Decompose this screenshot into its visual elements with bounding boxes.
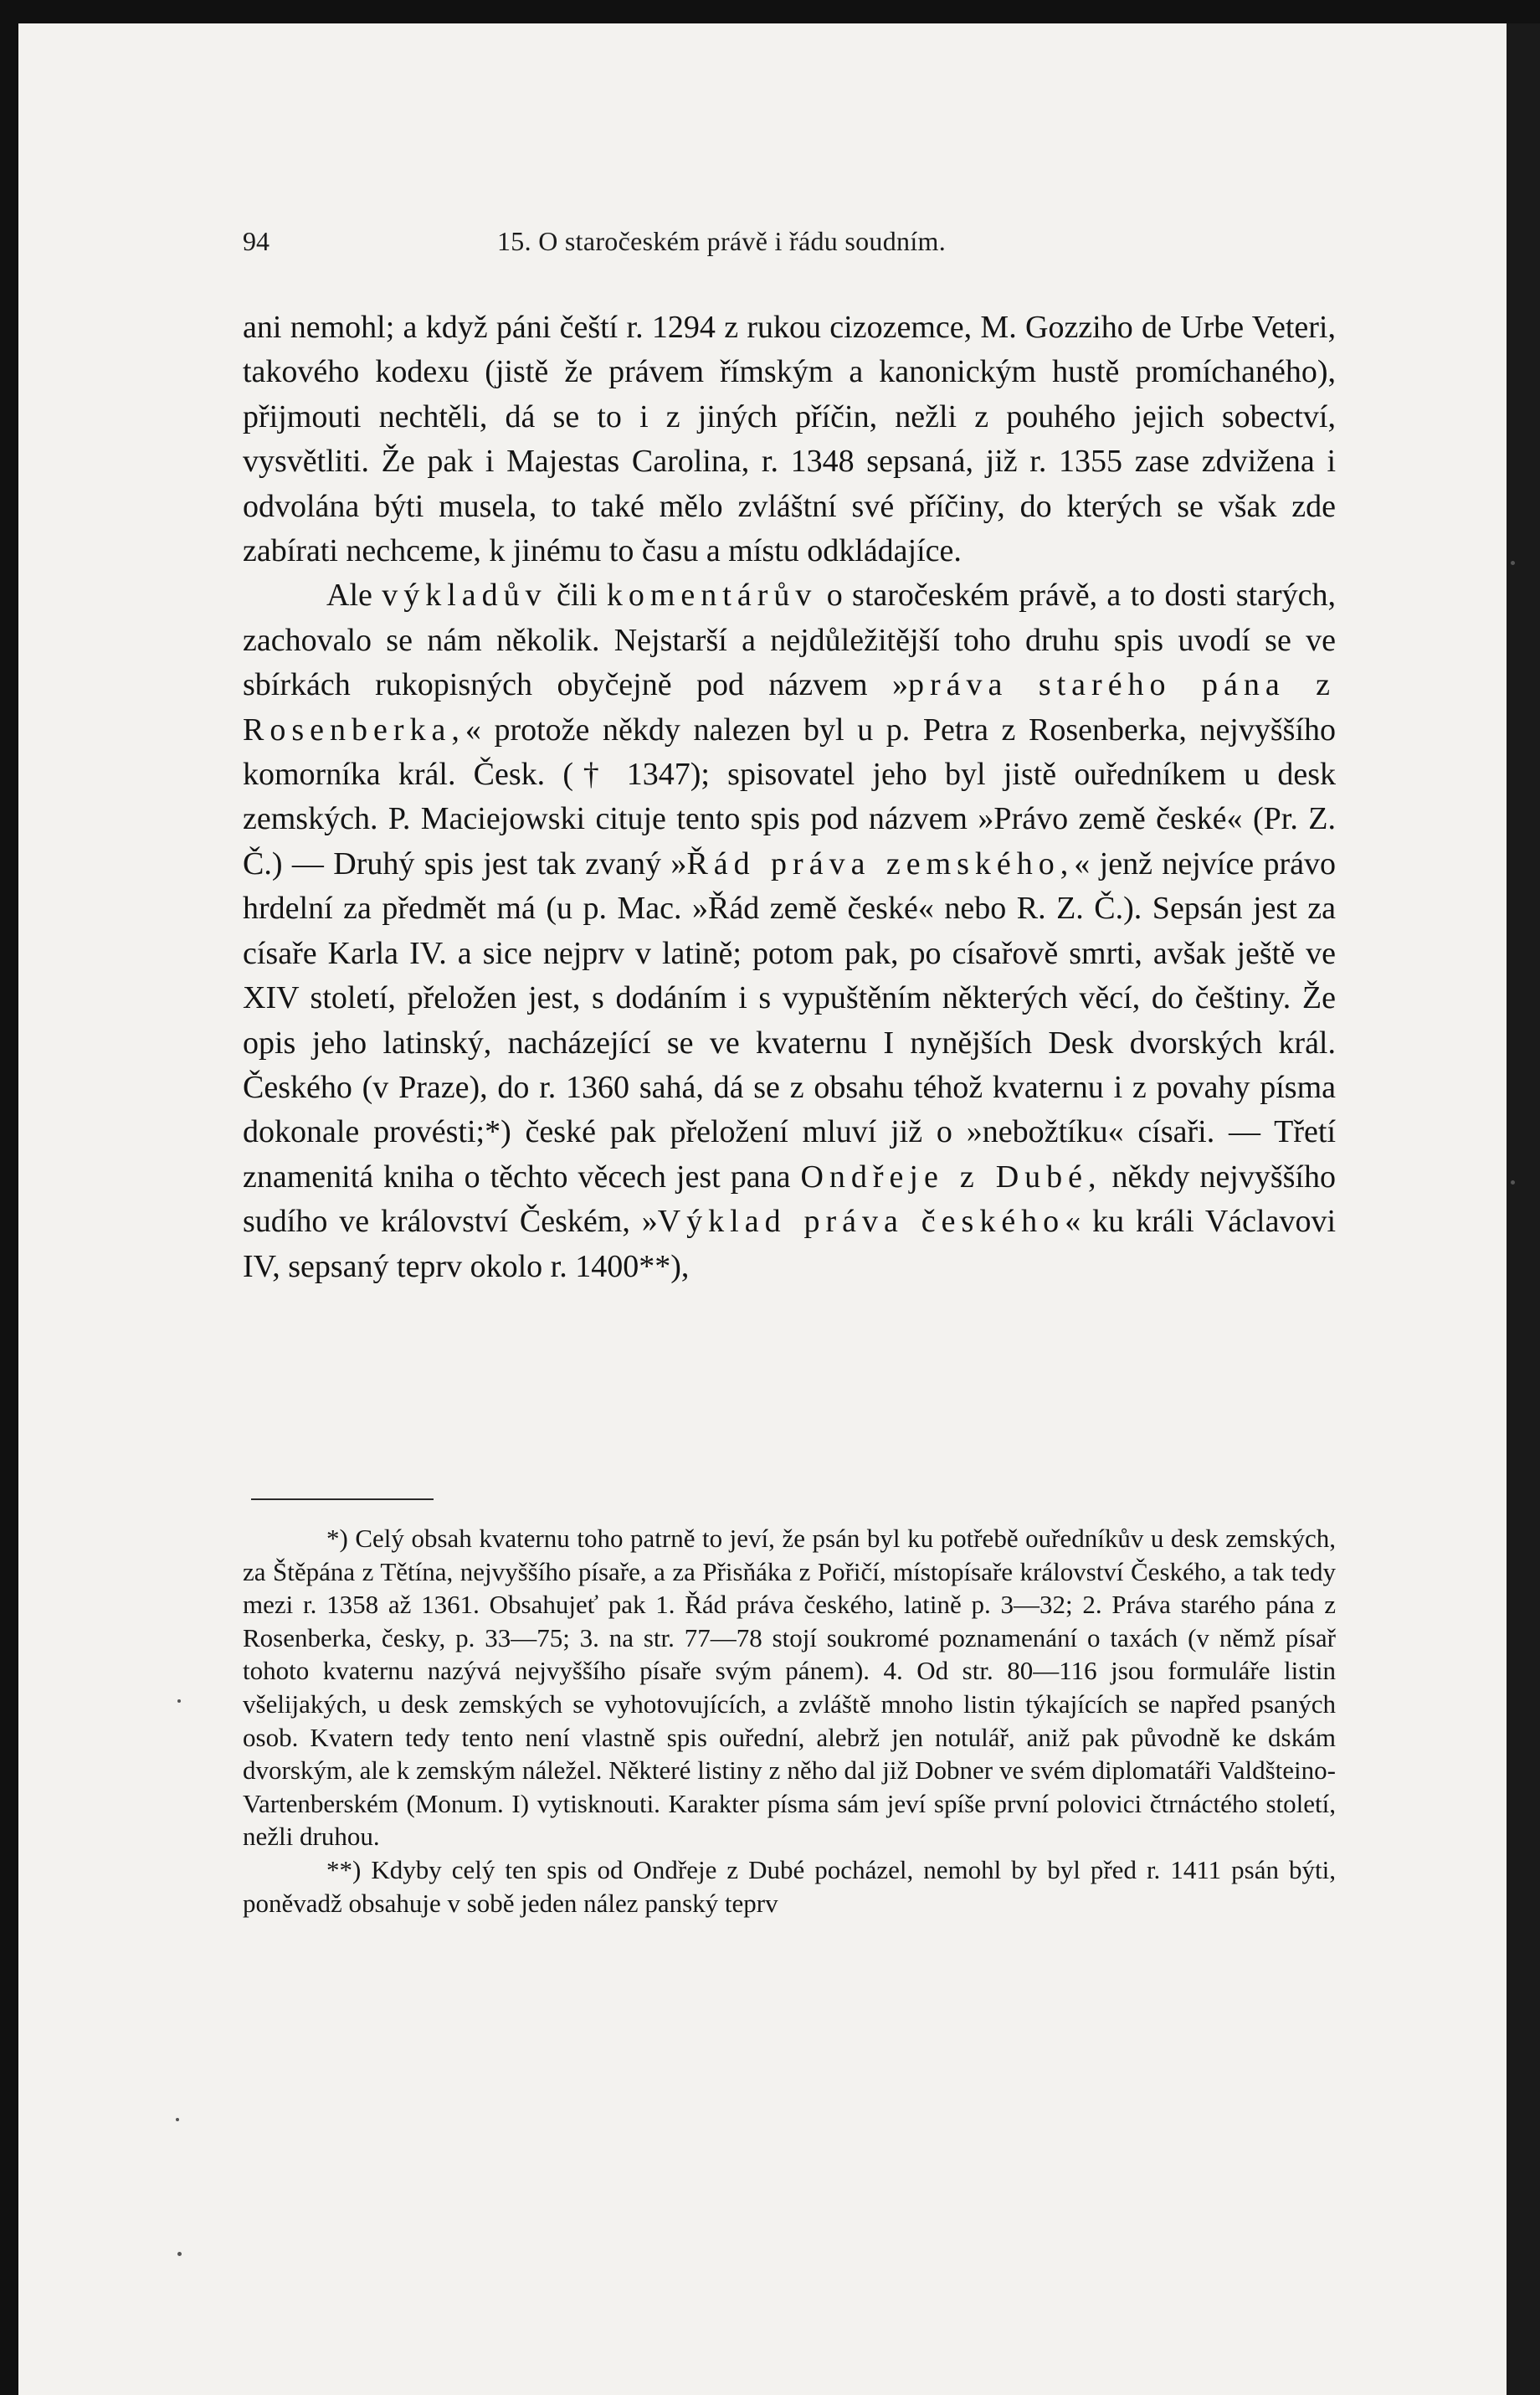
scan-speck — [177, 1699, 181, 1703]
footnotes — [243, 1522, 1336, 1920]
spaced-term: práva starého pána z Rosenberka, — [243, 667, 1336, 748]
text-run: « ku králi Václavovi IV, sepsaný teprv okolo r. 1400**), — [243, 1204, 1337, 1284]
spaced-term: výkladův — [382, 578, 547, 614]
spaced-term: Ondřeje z Dubé, — [800, 1159, 1102, 1195]
footnote-rule — [251, 1498, 434, 1500]
page-number: 94 — [243, 226, 270, 256]
footnote-2: **) Kdyby celý ten spis od Ondřeje z Dubé pocházel, nemohl by byl před r. 1411 psán býti, poněvadž obsahuje v sobě jeden nález panský teprv — [243, 1854, 1336, 1918]
spaced-term: Výklad práva českého — [657, 1204, 1065, 1240]
paragraph-2 — [243, 573, 1336, 1289]
text-run: « jenž nejvíce právo hrdelní za předmět má (u p. Mac. »Řád země české« nebo R. Z. Č.). Sepsán jest za císaře Karla IV. a sice nejprv v latině; potom pak, po císařově smrti, avšak ještě ve XIV století, přeložen jest, s dodáním i s vypuštěním některých věcí, do češtiny. Že opis jeho latinský, nacházející se ve kvaternu I nynějších Desk dvorských král. Českého (v Praze), do r. 1360 sahá, dá se z obsahu téhož kvaternu i z povahy písma dokonale provésti;*) české pak přeložení mluví již o »nebožtíku« císaři. — Třetí znamenitá kniha o těchto věcech jest pana — [243, 845, 1336, 1195]
text-run: čili — [547, 578, 607, 614]
running-title: 15. O staročeském právě i řádu soudním. — [497, 226, 947, 256]
scan-speck — [1511, 1180, 1515, 1185]
footnote-1: *) Celý obsah kvaternu toho patrně to jeví, že psán byl ku potřebě ouředníkův u desk zemských, za Štěpána z Tětína, nejvyššího písaře, a za Přisňáka z Pořičí, místopísaře království Českého, a tak tedy mezi r. 1358 až 1361. Obsahujeť pak 1. Řád práva českého, latině p. 3—32; 2. Práva starého pána z Rosenberka, česky, p. 33—75; 3. na str. 77—78 stojí soukromé poznamenání o taxách (v němž písař tohoto kvaternu nazývá nejvyššího písaře svým pánem). 4. Od str. 80—116 jsou formuláře listin všelijakých, u desk zemských se vyhotovujících, a zvláště mnoho listin týkajících se napřed psaných osob. Kvatern tedy tento není vlastně spis ouřední, alebrž jen notulář, aniž pak původně ke dskám dvorským, ale k zemským náležel. Některé listiny z něho dal již Dobner ve svém diplomatáři Valdšteino-Vartenberském (Monum. I) vytisknouti. Karakter písma sám jeví spíše první polovici čtrnáctého století, nežli druhou. — [243, 1524, 1336, 1852]
scan-speck — [1511, 561, 1515, 565]
text-run: o staročeském právě, a to dosti starých, zachovalo se nám několik. Nejstarší a nejdůležitější toho druhu spis uvodí se ve sbírkách rukopisných obyčejně pod názvem » — [243, 578, 1336, 703]
page-edge-shadow — [1507, 23, 1540, 2395]
scan-speck — [177, 2252, 182, 2256]
page-header — [243, 226, 1336, 268]
scan-speck — [176, 2118, 179, 2121]
text-run: někdy nejvyššího sudího ve království Českém, » — [243, 1159, 1336, 1240]
text-run: « protože někdy nalezen byl u p. Petra z Rosenberka, nejvyššího komorníka král. Česk. († 1347); spisovatel jeho byl jistě ouředníkem u desk zemských. P. Maciejowski cituje tento spis pod názvem »Právo země české« (Pr. Z. Č.) — Druhý spis jest tak zvaný » — [243, 712, 1336, 881]
main-text — [243, 306, 1336, 1289]
paragraph-1: ani nemohl; a když páni čeští r. 1294 z rukou cizozemce, M. Gozziho de Urbe Veteri, takového kodexu (jistě že právem římským a kanonickým hustě promíchaného), přijmouti nechtěli, dá se to i z jiných příčin, nežli z pouhého jejich sobectví, vysvětliti. Že pak i Majestas Carolina, r. 1348 sepsaná, již r. 1355 zase zdvižena i odvolána býti musela, to také mělo zvláštní své příčiny, do kterých se však zde zabírati nechceme, k jinému to času a místu odkládajíce. — [243, 310, 1336, 569]
spaced-term: Řád práva zemského, — [686, 845, 1075, 881]
spaced-term: komentárův — [606, 578, 818, 614]
text-run: Ale — [326, 578, 382, 614]
